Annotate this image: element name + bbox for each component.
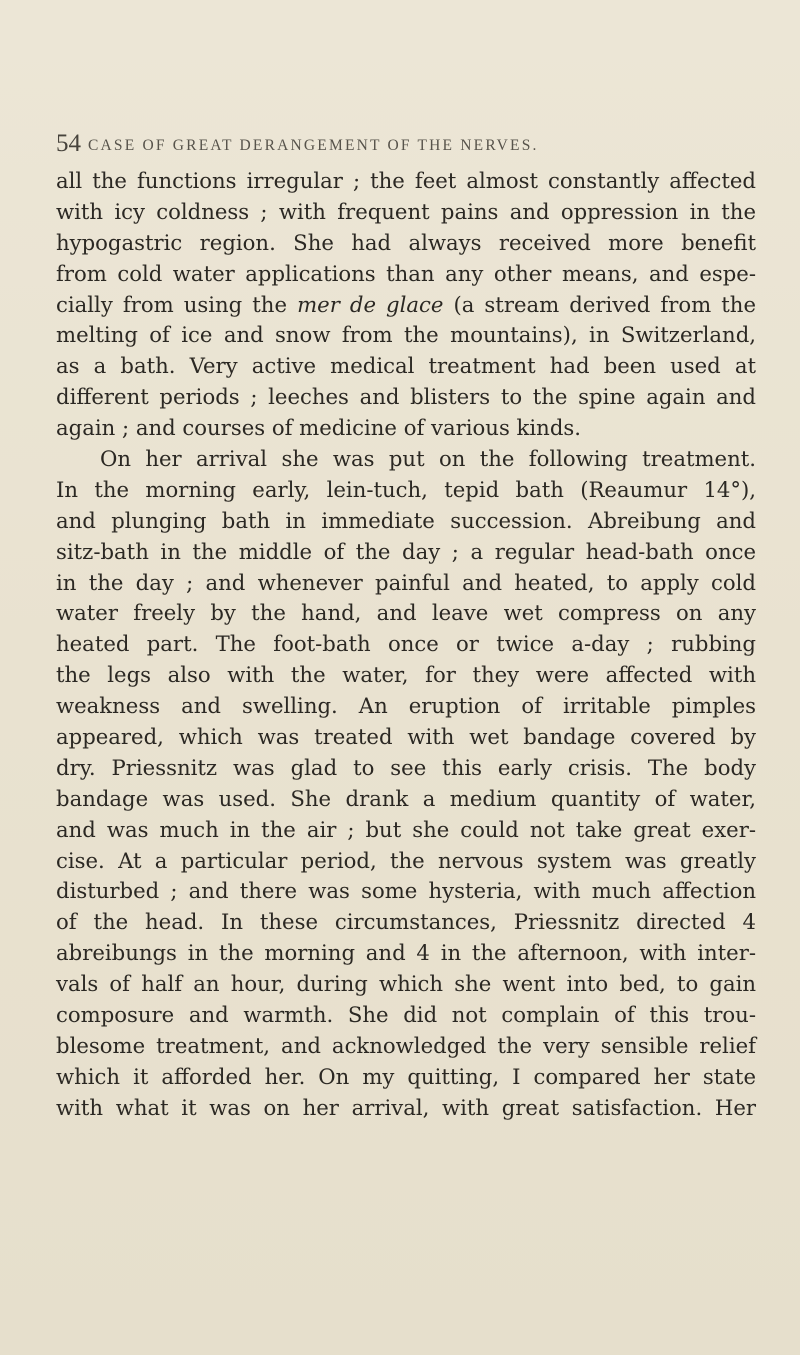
text-line: with icy coldness ; with frequent pains and oppression in the <box>56 198 756 224</box>
text-line: and was much in the air ; but she could not take great exer- <box>56 816 756 842</box>
text-line: bandage was used. She drank a medium quantity of water, <box>56 785 756 811</box>
text-line: dry. Priessnitz was glad to see this early crisis. The body <box>56 754 756 780</box>
italic-phrase: mer de glace <box>297 291 444 317</box>
text-line: melting of ice and snow from the mountains), in Switzerland, <box>56 322 756 348</box>
text-line: In the morning early, lein-tuch, tepid bath (Reaumur 14°), <box>56 476 756 502</box>
text-line: water freely by the hand, and leave wet compress on any <box>56 600 756 626</box>
text-line: heated part. The foot-bath once or twice a-day ; rubbing <box>56 631 756 657</box>
text-line: hypogastric region. She had always received more benefit <box>56 229 756 255</box>
text-line: cise. At a particular period, the nervous system was greatly <box>56 847 756 873</box>
text-line: as a bath. Very active medical treatment had been used at <box>56 353 756 379</box>
text-line: all the functions irregular ; the feet almost constantly affected <box>56 168 756 193</box>
text-line: of the head. In these circumstances, Priessnitz directed 4 <box>56 909 756 935</box>
text-line: from cold water applications than any other means, and espe- <box>56 260 756 286</box>
running-head: CASE OF GREAT DERANGEMENT OF THE NERVES. <box>88 137 539 154</box>
text-line: vals of half an hour, during which she went into bed, to gain <box>56 971 756 997</box>
text-line: blesome treatment, and acknowledged the very sensible relief <box>56 1032 756 1058</box>
text-line: sitz-bath in the middle of the day ; a regular head-bath once <box>56 538 756 564</box>
text-line: weakness and swelling. An eruption of irritable pimples <box>56 693 756 719</box>
text-line: different periods ; leeches and blisters to the spine again and <box>56 384 756 410</box>
text-line: again ; and courses of medicine of various kinds. <box>56 415 581 441</box>
text-line: composure and warmth. She did not complain of this trou- <box>56 1002 756 1028</box>
text-line: appeared, which was treated with wet bandage covered by <box>56 724 756 750</box>
text-line: and plunging bath in immediate succession. Abreibung and <box>56 507 756 533</box>
body-text <box>56 166 756 1124</box>
text-line: disturbed ; and there was some hysteria, with much affection <box>56 878 756 904</box>
text-line: On her arrival she was put on the following treatment. <box>100 446 756 472</box>
page-header <box>56 132 756 162</box>
text-line: in the day ; and whenever painful and heated, to apply cold <box>56 569 756 595</box>
text-line: the legs also with the water, for they were affected with <box>56 662 756 688</box>
page-number: 54 <box>56 130 81 157</box>
text-line: which it afforded her. On my quitting, I compared her state <box>56 1063 756 1089</box>
text-line: abreibungs in the morning and 4 in the afternoon, with inter- <box>56 940 756 966</box>
text-line: cially from using the mer de glace (a stream derived from the <box>56 291 756 317</box>
text-line: with what it was on her arrival, with great satisfaction. Her <box>56 1094 756 1120</box>
